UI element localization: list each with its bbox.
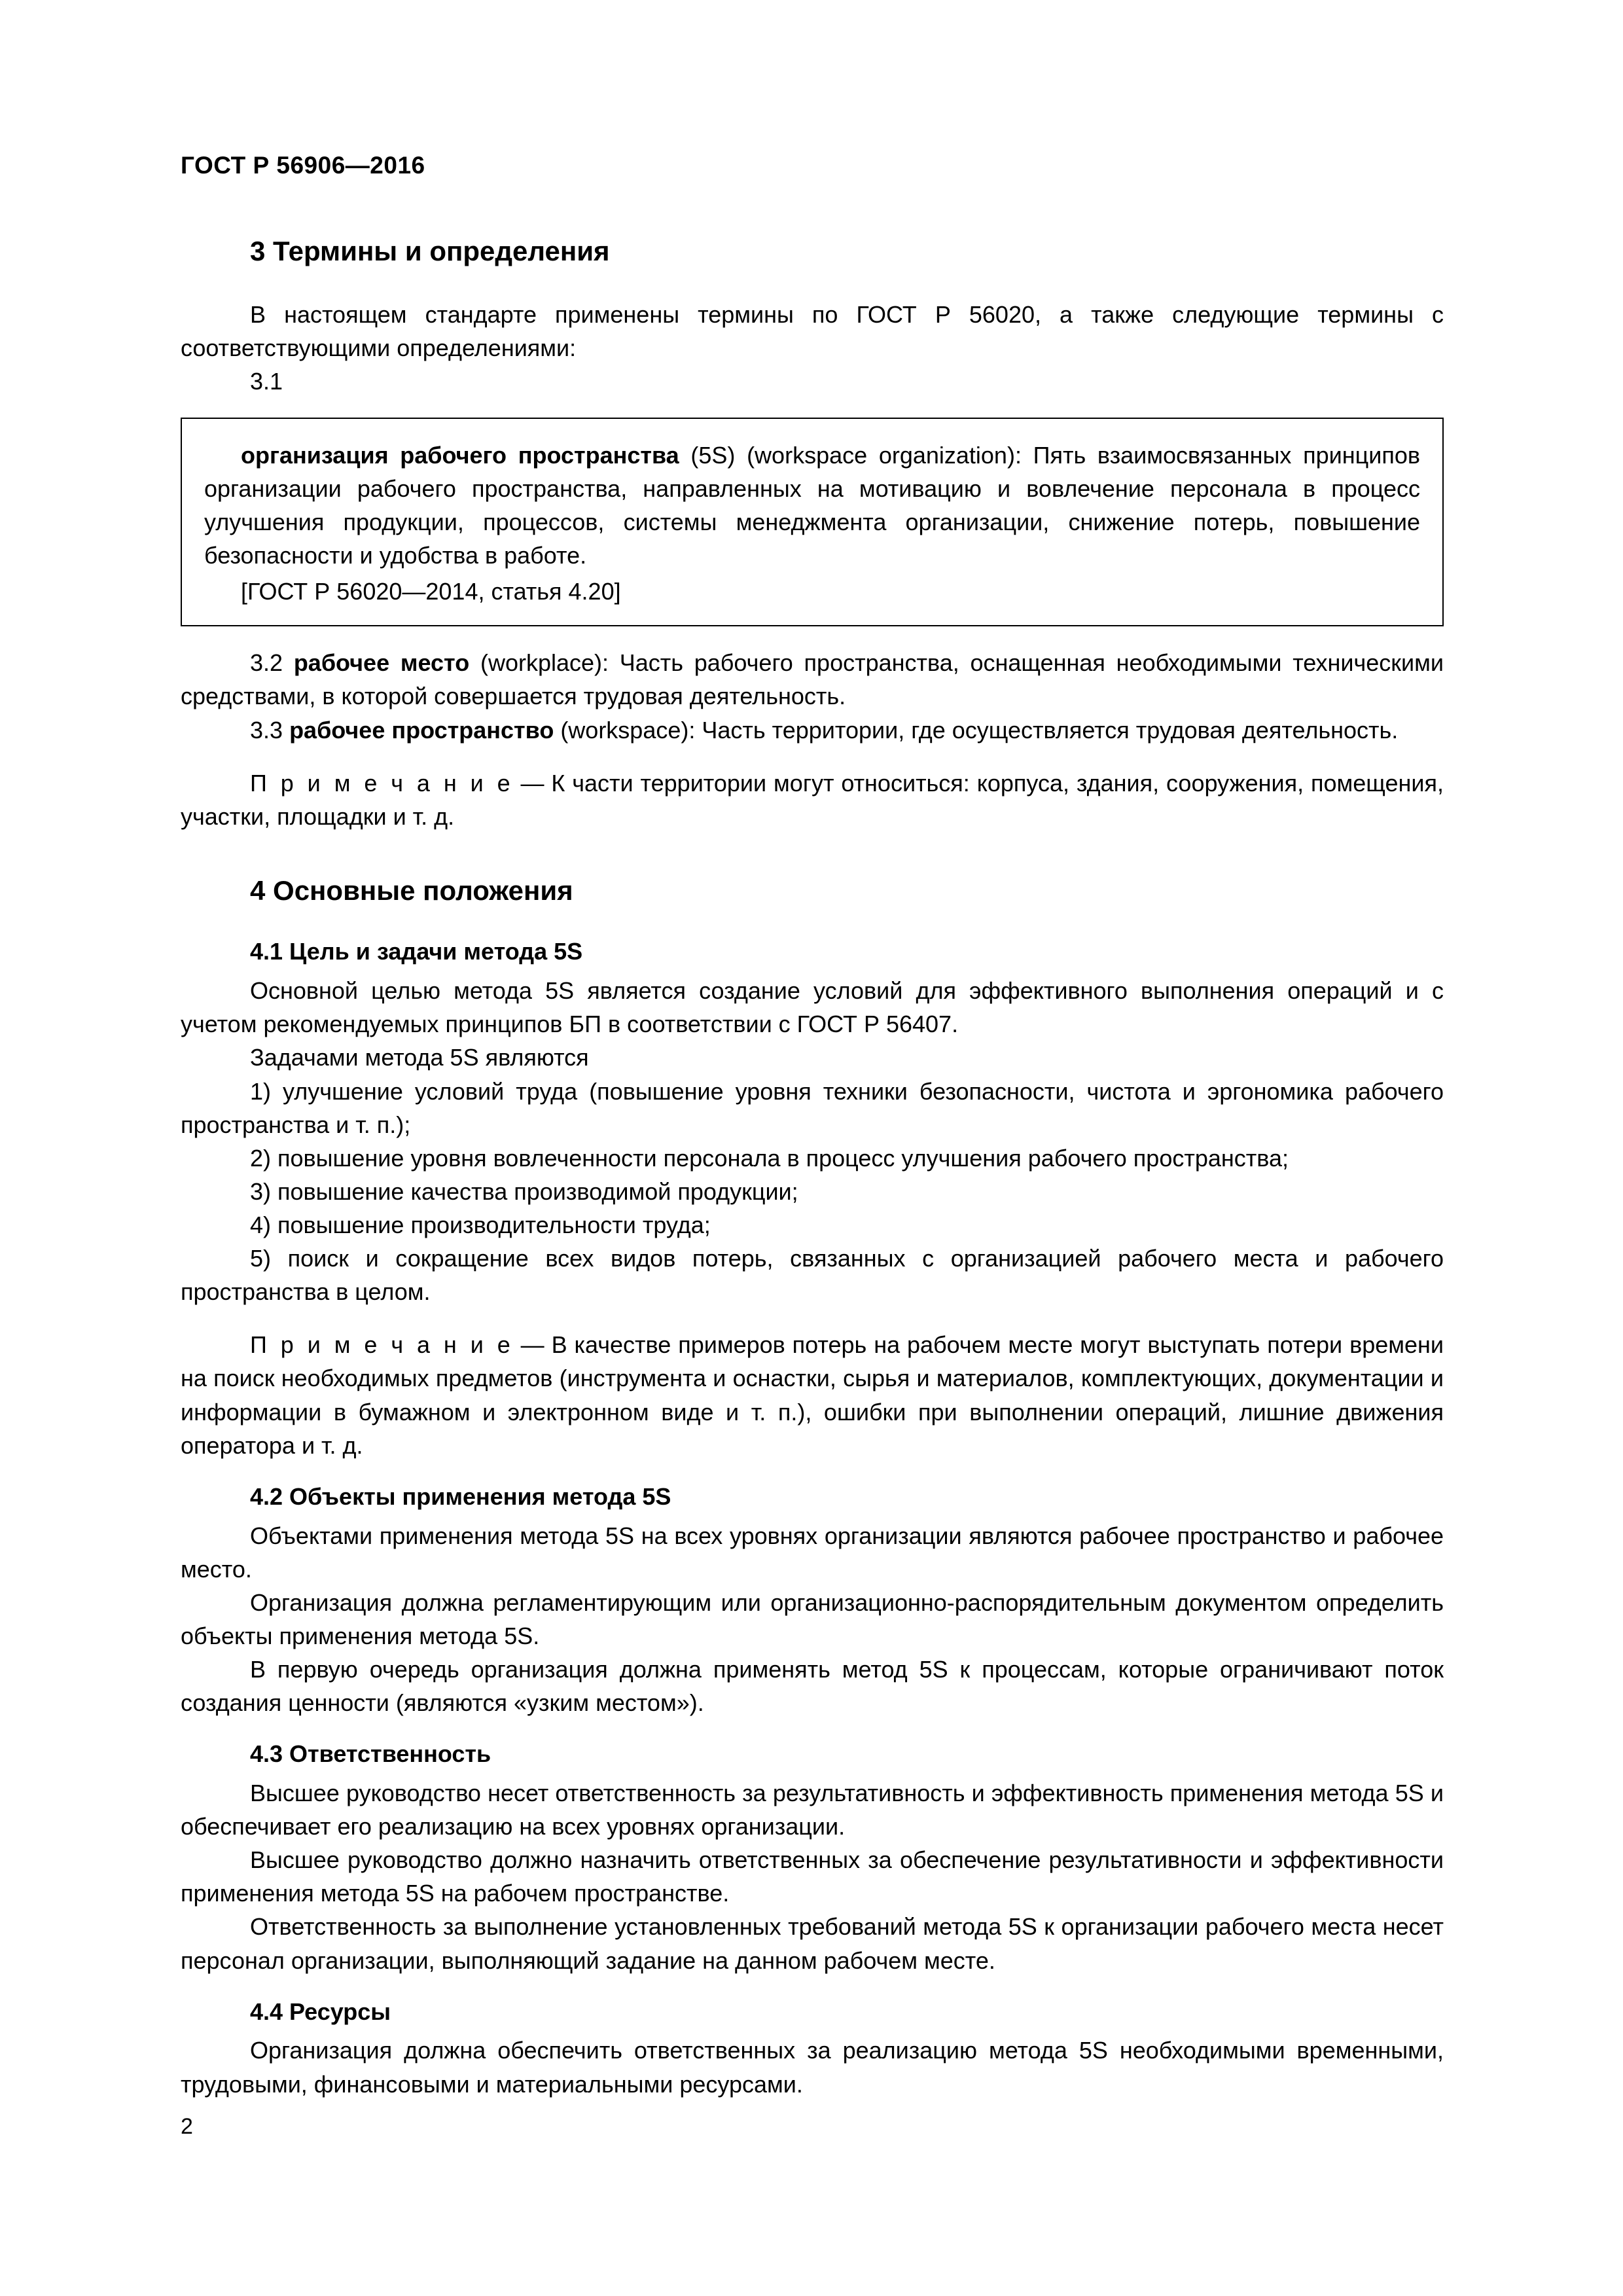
section-4-2-p1: Объектами применения метода 5S на всех уровнях организации являются рабочее пространство и рабочее место. [181, 1522, 1444, 1583]
clause-3-3-text: (workspace): Часть территории, где осуществляется трудовая деятельность. [554, 716, 1399, 744]
section-3-note [181, 766, 1444, 833]
clause-3-2 [181, 646, 1444, 713]
note-label: П р и м е ч а н и е [250, 769, 514, 797]
term-name: организация рабочего пространства [241, 441, 679, 469]
page-content [181, 152, 1444, 2101]
clause-3-1-number: 3.1 [250, 367, 283, 395]
section-4-3-p2: Высшее руководство должно назначить ответственных за обеспечение результативности и эффективности применения метода 5S на рабочем пространстве. [181, 1846, 1444, 1907]
section-3-title: 3 Термины и определения [250, 236, 610, 266]
section-4-3-p3: Ответственность за выполнение установленных требований метода 5S к организации рабочего места несет персонал организации, выполняющий задание на данном рабочем месте. [181, 1913, 1444, 1974]
clause-3-2-term: рабочее место [293, 649, 470, 677]
term-reference: [ГОСТ Р 56020—2014, статья 4.20] [241, 578, 621, 605]
section-4-2-title: 4.2 Объекты применения метода 5S [250, 1482, 671, 1510]
clause-3-3 [181, 713, 1444, 747]
section-3-intro: В настоящем стандарте применены термины по ГОСТ Р 56020, а также следующие термины с соответствующими определениями: [181, 300, 1444, 361]
clause-3-2-number: 3.2 [250, 649, 283, 677]
term-definition-text [204, 439, 1420, 572]
note-label: П р и м е ч а н и е [250, 1331, 514, 1359]
clause-3-2-text: (workplace): Часть рабочего пространства, оснащенная необходимыми техническими средствами, в которой совершается трудовая деятельность. [181, 649, 1444, 710]
clause-3-3-number: 3.3 [250, 716, 283, 744]
list-item: 4) повышение производительности труда; [250, 1211, 711, 1238]
section-4-4-p1: Организация должна обеспечить ответственных за реализацию метода 5S необходимыми временными, трудовыми, финансовыми и материальными ресурсами. [181, 2037, 1444, 2098]
note-text: — В качестве примеров потерь на рабочем месте могут выступать потери времени на поиск необходимых предметов (инструмента и оснастки, сырья и материалов, комплектующих, документации и информации в бумажном и электронном виде и т. п.), ошибки при выполнении операций, лишние движения оператора и т. д. [181, 1331, 1444, 1459]
list-item: 3) повышение качества производимой продукции; [250, 1177, 798, 1205]
section-4-1-note [181, 1328, 1444, 1462]
page-number: 2 [181, 2114, 193, 2139]
term-definition-box [181, 418, 1444, 627]
section-4-3-p1: Высшее руководство несет ответственность за результативность и эффективность применения метода 5S и обеспечивает его реализацию на всех уровнях организации. [181, 1780, 1444, 1840]
section-4-2-p2: Организация должна регламентирующим или организационно-распорядительным документом определить объекты применения метода 5S. [181, 1588, 1444, 1649]
document-header: ГОСТ Р 56906—2016 [181, 152, 425, 179]
list-item: 5) поиск и сокращение всех видов потерь, связанных с организацией рабочего места и рабочего пространства в целом. [181, 1245, 1444, 1306]
section-4-title: 4 Основные положения [250, 874, 573, 906]
section-4-4-title: 4.4 Ресурсы [250, 1998, 391, 2025]
section-4-3-title: 4.3 Ответственность [250, 1740, 491, 1768]
section-4-2-p3: В первую очередь организация должна применять метод 5S к процессам, которые ограничивают поток создания ценности (являются «узким местом»). [181, 1655, 1444, 1717]
list-item: 1) улучшение условий труда (повышение уровня техники безопасности, чистота и эргономика рабочего пространства и т. п.); [181, 1077, 1444, 1138]
note-text: — К части территории могут относиться: корпуса, здания, сооружения, помещения, участки, площадки и т. д. [181, 769, 1444, 830]
section-4-1-title: 4.1 Цель и задачи метода 5S [250, 938, 583, 965]
term-body: (5S) (workspace organization): Пять взаимосвязанных принципов организации рабочего пространства, направленных на мотивацию и вовлечение персонала в процесс улучшения продукции, процессов, системы менеджмента организации, снижение потерь, повышение безопасности и удобства в работе. [204, 441, 1420, 569]
section-4-1-p2: Задачами метода 5S являются [250, 1044, 589, 1071]
section-4-1-p1: Основной целью метода 5S является создание условий для эффективного выполнения операций и с учетом рекомендуемых принципов БП в соответствии с ГОСТ Р 56407. [181, 977, 1444, 1038]
clause-3-3-term: рабочее пространство [289, 716, 554, 744]
list-item: 2) повышение уровня вовлеченности персонала в процесс улучшения рабочего пространства; [250, 1144, 1289, 1172]
